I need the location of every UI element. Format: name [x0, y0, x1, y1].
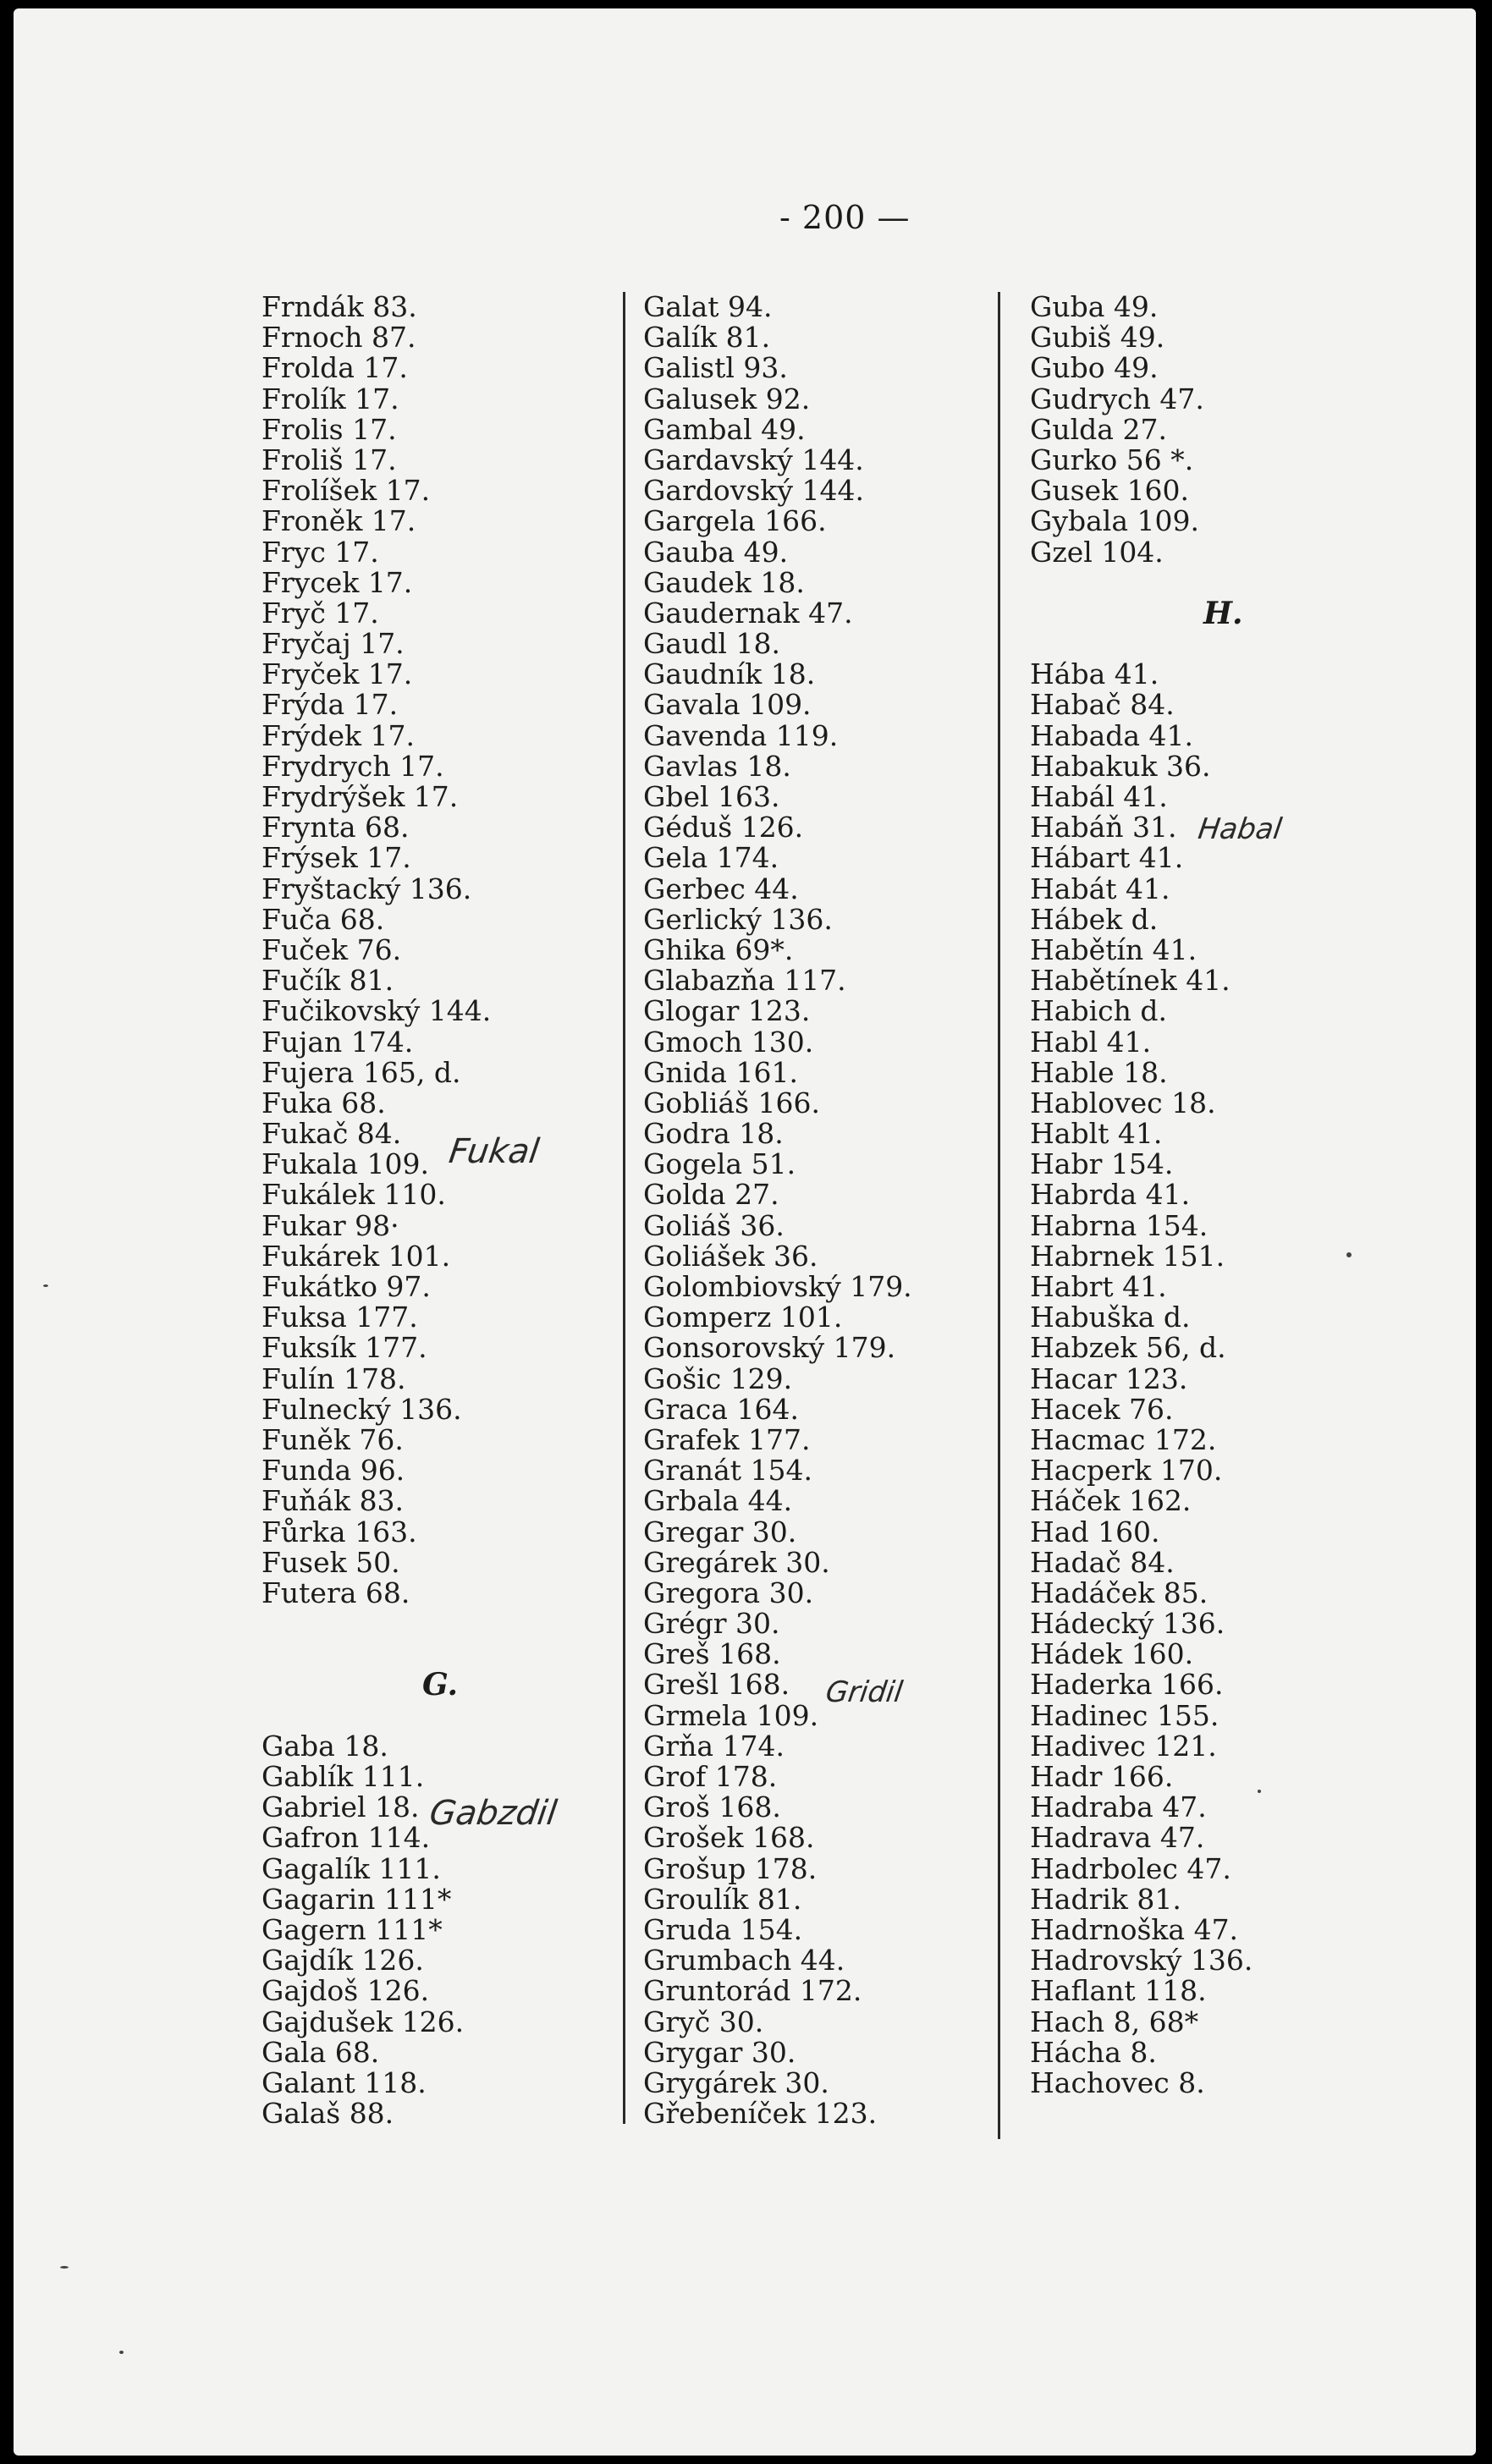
index-entry: Gardovský 144. [643, 474, 864, 508]
blank-line [262, 1639, 600, 1669]
index-entry: Habr 154. [1030, 1147, 1174, 1181]
index-entry: Grygar 30. [643, 2035, 796, 2069]
index-entry: Grégr 30. [643, 1607, 780, 1641]
index-entry: Hadivec 121. [1030, 1729, 1217, 1763]
index-entry: Gošic 129. [643, 1361, 793, 1395]
index-entry: Frolis 17. [262, 412, 397, 446]
index-entry: Grbala 44. [643, 1484, 793, 1518]
handwritten-note-gridil: Gridil [823, 1675, 906, 1709]
index-entry: Hádek 160. [1030, 1637, 1194, 1671]
index-entry: Funěk 76. [262, 1422, 404, 1456]
index-entry: Hable 18. [1030, 1055, 1168, 1089]
index-entry: Guba 49. [1030, 290, 1159, 323]
index-entry: Gruda 154. [643, 1912, 803, 1946]
index-entry: Grygárek 30. [643, 2065, 829, 2099]
index-entry: Hadač 84. [1030, 1545, 1175, 1579]
handwritten-note-habal: Habal [1196, 812, 1285, 846]
index-entry: Háček 162. [1030, 1484, 1192, 1518]
index-entry: Hacperk 170. [1030, 1454, 1223, 1488]
blank-line [1030, 568, 1385, 598]
index-entry: Frýdek 17. [262, 718, 415, 752]
index-entry: Habl 41. [1030, 1025, 1152, 1059]
handwritten-note-fukal: Fukal [446, 1132, 542, 1171]
index-entry: Gavlas 18. [643, 749, 791, 783]
index-entry: Frýsek 17. [262, 841, 411, 875]
index-entry: Gbel 163. [643, 780, 780, 813]
index-entry: Gavenda 119. [643, 718, 839, 752]
index-entry: Habáň 31. [1030, 811, 1177, 844]
index-entry: Futera 68. [262, 1576, 410, 1609]
handwritten-note-gabzdil: Gabzdil [427, 1794, 559, 1833]
index-entry: Groš 168. [643, 1790, 781, 1824]
index-entry: Gargela 166. [643, 504, 827, 538]
index-entry: Gregora 30. [643, 1576, 814, 1609]
index-entry: Glabazňa 117. [643, 964, 846, 998]
index-entry: Galusek 92. [643, 382, 811, 415]
index-entry: Fukar 98· [262, 1208, 399, 1242]
index-entry: Habrnek 151. [1030, 1239, 1225, 1273]
index-entry: Frolíšek 17. [262, 474, 431, 508]
index-entry: Habač 84. [1030, 688, 1175, 722]
index-entry: Froliš 17. [262, 443, 397, 476]
index-entry: Fučík 81. [262, 964, 394, 998]
index-entry: Habětín 41. [1030, 932, 1197, 966]
index-entry: Gagalík 111. [262, 1851, 441, 1885]
index-entry: Grof 178. [643, 1760, 778, 1793]
print-speck [1258, 1790, 1261, 1793]
index-entry: Hadrovský 136. [1030, 1944, 1253, 1977]
index-entry: Fukač 84. [262, 1117, 402, 1151]
index-entry: Fůrka 163. [262, 1515, 417, 1548]
index-entry: Habakuk 36. [1030, 749, 1211, 783]
index-entry: Fukárek 101. [262, 1239, 451, 1273]
column-2 [643, 292, 999, 2129]
index-entry: Grešl 168. [643, 1668, 790, 1702]
index-entry: Fusek 50. [262, 1545, 400, 1579]
index-entry: Habrna 154. [1030, 1208, 1208, 1242]
index-entry: Galat 94. [643, 290, 773, 323]
index-entry: Funda 96. [262, 1454, 405, 1488]
index-entry: Gregar 30. [643, 1515, 797, 1548]
index-entry: Fuksa 177. [262, 1301, 418, 1334]
index-entry: Gnida 161. [643, 1055, 798, 1089]
index-entry: Fukálek 110. [262, 1178, 446, 1212]
index-entry: Haderka 166. [1030, 1668, 1224, 1702]
index-entry: Hadáček 85. [1030, 1576, 1208, 1609]
index-entry: Frynta 68. [262, 811, 410, 844]
index-entry: Gudrych 47. [1030, 382, 1204, 415]
index-entry: Géduš 126. [643, 811, 804, 844]
index-entry: Gaudl 18. [643, 627, 780, 661]
index-entry: Fuksík 177. [262, 1331, 427, 1365]
index-entry: Gavala 109. [643, 688, 812, 722]
index-entry: Grumbach 44. [643, 1944, 845, 1977]
index-entry: Hach 8, 68* [1030, 2005, 1199, 2038]
index-entry: Gaudernak 47. [643, 596, 853, 630]
column-rule-1 [623, 292, 625, 2124]
print-speck [119, 2351, 124, 2354]
index-entry: Gagern 111* [262, 1912, 443, 1946]
index-entry: Grošup 178. [643, 1851, 818, 1885]
blank-line [1030, 629, 1385, 659]
index-entry: Gomperz 101. [643, 1301, 843, 1334]
index-entry: Fryček 17. [262, 657, 413, 691]
print-speck [1346, 1252, 1352, 1257]
index-entry: Gajdoš 126. [262, 1974, 430, 2008]
index-entry: Gulda 27. [1030, 412, 1167, 446]
index-entry: Gajdík 126. [262, 1944, 424, 1977]
index-entry: Fuka 68. [262, 1086, 386, 1119]
index-entry: Gřebeníček 123. [643, 2097, 878, 2131]
index-entry: Habich d. [1030, 994, 1167, 1028]
index-entry: Golombiovský 179. [643, 1270, 912, 1303]
index-entry: Gela 174. [643, 841, 779, 875]
index-entry: Gmoch 130. [643, 1025, 814, 1059]
index-entry: Hablt 41. [1030, 1117, 1163, 1151]
index-entry: Fujan 174. [262, 1025, 414, 1059]
index-entry: Fulnecký 136. [262, 1392, 462, 1426]
index-entry: Fuňák 83. [262, 1484, 405, 1518]
index-entry: Frndák 83. [262, 290, 417, 323]
index-entry: Fryč 17. [262, 596, 379, 630]
index-entry: Habát 41. [1030, 872, 1170, 905]
column-1 [262, 292, 600, 2129]
index-entry: Gauba 49. [643, 535, 789, 569]
index-entry: Grmela 109. [643, 1698, 819, 1732]
index-entry: Frýda 17. [262, 688, 399, 722]
index-entry: Frnoch 87. [262, 321, 416, 355]
blank-line [262, 1609, 600, 1639]
index-entry: Hadinec 155. [1030, 1698, 1219, 1732]
index-entry: Gruntorád 172. [643, 1974, 862, 2008]
index-entry: Hacmac 172. [1030, 1422, 1217, 1456]
index-entry: Fryc 17. [262, 535, 379, 569]
index-entry: Gala 68. [262, 2035, 380, 2069]
index-entry: Gaudník 18. [643, 657, 816, 691]
column-rule-2 [998, 292, 1000, 2139]
index-entry: Gabriel 18. [262, 1790, 420, 1824]
index-entry: Frycek 17. [262, 565, 413, 599]
index-entry: Fryčaj 17. [262, 627, 405, 661]
index-entry: Greš 168. [643, 1637, 781, 1671]
blank-line [262, 1701, 600, 1731]
index-entry: Groulík 81. [643, 1882, 802, 1916]
index-entry: Had 160. [1030, 1515, 1160, 1548]
index-entry: Grafek 177. [643, 1422, 811, 1456]
index-entry: Granát 154. [643, 1454, 812, 1488]
index-entry: Galaš 88. [262, 2097, 394, 2131]
index-entry: Fryštacký 136. [262, 872, 472, 905]
print-speck [43, 1284, 48, 1287]
index-entry: Fučikovský 144. [262, 994, 492, 1028]
index-entry: Gablík 111. [262, 1760, 425, 1793]
index-entry: Hacar 123. [1030, 1361, 1188, 1395]
index-entry: Habrt 41. [1030, 1270, 1167, 1303]
index-entry: Grňa 174. [643, 1729, 785, 1763]
index-entry: Gurko 56 *. [1030, 443, 1194, 476]
index-entry: Gogela 51. [643, 1147, 796, 1181]
index-entry: Frydrych 17. [262, 749, 444, 783]
index-entry: Hacek 76. [1030, 1392, 1174, 1426]
index-entry: Habál 41. [1030, 780, 1168, 813]
index-entry: Gusek 160. [1030, 474, 1190, 508]
index-entry: Gajdušek 126. [262, 2005, 465, 2038]
index-entry: Froněk 17. [262, 504, 416, 538]
index-entry: Hadrik 81. [1030, 1882, 1181, 1916]
index-entry: Gaba 18. [262, 1729, 388, 1763]
index-entry: Fuča 68. [262, 902, 385, 936]
page-number: - 200 — [779, 199, 911, 236]
index-entry: Graca 164. [643, 1392, 799, 1426]
index-entry: Fuček 76. [262, 932, 402, 966]
index-entry: Hadrava 47. [1030, 1821, 1205, 1855]
index-entry: Gobliáš 166. [643, 1086, 821, 1119]
section-heading: H. [1203, 595, 1243, 631]
index-entry: Gubo 49. [1030, 351, 1159, 385]
index-entry: Habada 41. [1030, 718, 1194, 752]
dictionary-page [14, 8, 1476, 2456]
index-entry: Habuška d. [1030, 1301, 1191, 1334]
index-entry: Gardavský 144. [643, 443, 864, 476]
index-entry: Hablovec 18. [1030, 1086, 1216, 1119]
index-entry: Fulín 178. [262, 1361, 406, 1395]
index-entry: Gryč 30. [643, 2005, 764, 2038]
index-entry: Gybala 109. [1030, 504, 1199, 538]
index-entry: Haflant 118. [1030, 1974, 1207, 2008]
index-entry: Hadrnoška 47. [1030, 1912, 1239, 1946]
index-entry: Galík 81. [643, 321, 771, 355]
index-entry: Gaudek 18. [643, 565, 805, 599]
index-entry: Frolda 17. [262, 351, 408, 385]
index-entry: Golda 27. [643, 1178, 779, 1212]
index-entry: Habrda 41. [1030, 1178, 1191, 1212]
print-speck [60, 2266, 69, 2269]
index-entry: Gerlický 136. [643, 902, 833, 936]
index-entry: Gambal 49. [643, 412, 806, 446]
index-entry: Hábek d. [1030, 902, 1159, 936]
index-entry: Gregárek 30. [643, 1545, 830, 1579]
index-entry: Gerbec 44. [643, 872, 799, 905]
index-entry: Frolík 17. [262, 382, 399, 415]
index-entry: Goliášek 36. [643, 1239, 818, 1273]
index-entry: Fukala 109. [262, 1147, 430, 1181]
index-entry: Hachovec 8. [1030, 2065, 1205, 2099]
index-entry: Ghika 69*. [643, 932, 794, 966]
index-entry: Galant 118. [262, 2065, 427, 2099]
index-entry: Fujera 165, d. [262, 1055, 461, 1089]
index-entry: Hadraba 47. [1030, 1790, 1207, 1824]
index-entry: Gafron 114. [262, 1821, 431, 1855]
column-3 [1030, 292, 1385, 2098]
index-entry: Godra 18. [643, 1117, 784, 1151]
index-entry: Gagarin 111* [262, 1882, 452, 1916]
index-entry: Fukátko 97. [262, 1270, 431, 1303]
section-heading: G. [422, 1667, 458, 1703]
index-entry: Habětínek 41. [1030, 964, 1230, 998]
index-entry: Grošek 168. [643, 1821, 815, 1855]
index-entry: Glogar 123. [643, 994, 811, 1028]
index-entry: Hádecký 136. [1030, 1607, 1225, 1641]
index-entry: Hadr 166. [1030, 1760, 1174, 1793]
index-entry: Hába 41. [1030, 657, 1159, 691]
index-entry: Hácha 8. [1030, 2035, 1157, 2069]
index-entry: Hábart 41. [1030, 841, 1184, 875]
index-entry: Hadrbolec 47. [1030, 1851, 1231, 1885]
index-entry: Frydrýšek 17. [262, 780, 459, 813]
index-entry: Goliáš 36. [643, 1208, 785, 1242]
index-entry: Gzel 104. [1030, 535, 1164, 569]
index-entry: Habzek 56, d. [1030, 1331, 1226, 1365]
index-entry: Gubiš 49. [1030, 321, 1165, 355]
index-entry: Gonsorovský 179. [643, 1331, 896, 1365]
index-entry: Galistl 93. [643, 351, 788, 385]
